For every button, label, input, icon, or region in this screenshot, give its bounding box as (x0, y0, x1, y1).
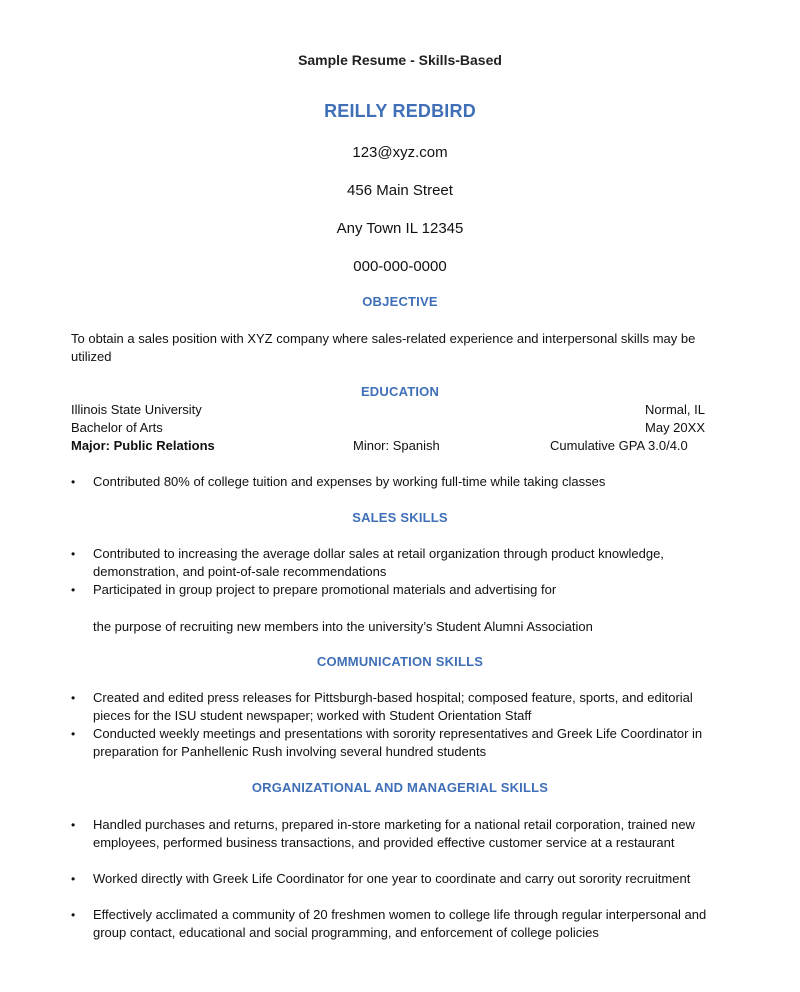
list-item (71, 870, 721, 888)
education-gpa: Cumulative GPA 3.0/4.0 (550, 438, 688, 453)
street-address: 456 Main Street (347, 182, 453, 199)
communication-skills-heading: COMMUNICATION SKILLS (316, 654, 484, 669)
list-item (71, 545, 721, 581)
education-bullet-text: Contributed 80% of college tuition and expenses by working full-time while taking classes (93, 474, 606, 489)
org-bullet-text: Handled purchases and returns, prepared in-store marketing for a national retail corporation, trained new employees, performed business transactions, and provided effective customer service at a restaurant (93, 817, 695, 850)
organizational-skills-bullets-3 (71, 906, 721, 942)
bullet-icon: • (71, 583, 76, 597)
education-school-row (71, 401, 705, 419)
list-item (71, 906, 721, 942)
org-bullet-text: Worked directly with Greek Life Coordinator for one year to coordinate and carry out sorority recruitment (93, 871, 691, 886)
bullet-icon: • (71, 691, 76, 705)
education-degree-row (71, 419, 705, 437)
list-item (71, 725, 721, 761)
organizational-skills-bullets-2 (71, 870, 721, 888)
document-title: Sample Resume - Skills-Based (298, 52, 502, 68)
sales-bullet-text: Participated in group project to prepare promotional materials and advertising for (93, 582, 557, 597)
education-bullets (71, 473, 721, 491)
list-item (71, 689, 721, 725)
education-major: Major: Public Relations (71, 438, 215, 453)
education-date: May 20XX (645, 420, 705, 435)
list-item (71, 581, 721, 599)
education-major-row (71, 437, 705, 455)
list-item (71, 816, 721, 852)
sales-bullet-continuation: the purpose of recruiting new members into the university’s Student Alumni Association (93, 619, 593, 634)
communication-bullet-text: Created and edited press releases for Pittsburgh-based hospital; composed feature, sports, and editorial pieces for the ISU student newspaper; worked with Student Orientation Staff (93, 690, 693, 723)
education-location: Normal, IL (645, 402, 705, 417)
communication-skills-bullets (71, 689, 721, 761)
bullet-icon: • (71, 547, 76, 561)
objective-text: To obtain a sales position with XYZ company where sales-related experience and interpersonal skills may be utilized (71, 331, 696, 364)
organizational-skills-bullets-1 (71, 816, 721, 852)
org-bullet-text: Effectively acclimated a community of 20 freshmen women to college life through regular interpersonal and group contact, educational and social programming, and enforcement of college policies (93, 907, 707, 940)
objective-heading: OBJECTIVE (362, 294, 438, 309)
organizational-managerial-skills-heading: ORGANIZATIONAL AND MANAGERIAL SKILLS (251, 780, 549, 795)
sales-skills-bullets (71, 545, 721, 599)
city-state-zip: Any Town IL 12345 (336, 220, 464, 237)
education-heading: EDUCATION (360, 384, 440, 399)
communication-bullet-text: Conducted weekly meetings and presentations with sorority representatives and Greek Life Coordinator in preparation for Panhellenic Rush involving several hundred students (93, 726, 703, 759)
sales-skills-heading: SALES SKILLS (352, 510, 448, 525)
bullet-icon: • (71, 908, 76, 922)
bullet-icon: • (71, 727, 76, 741)
phone-number: 000-000-0000 (353, 258, 447, 275)
education-degree: Bachelor of Arts (71, 420, 163, 435)
education-school: Illinois State University (71, 402, 202, 417)
candidate-name: REILLY REDBIRD (324, 101, 476, 121)
education-minor: Minor: Spanish (353, 438, 440, 453)
sales-bullet-text: Contributed to increasing the average dollar sales at retail organization through product knowledge, demonstration, and point-of-sale recommendations (93, 546, 664, 579)
email-address: 123@xyz.com (352, 144, 448, 161)
bullet-icon: • (71, 818, 76, 832)
bullet-icon: • (71, 872, 76, 886)
list-item (71, 473, 721, 491)
bullet-icon: • (71, 475, 76, 489)
